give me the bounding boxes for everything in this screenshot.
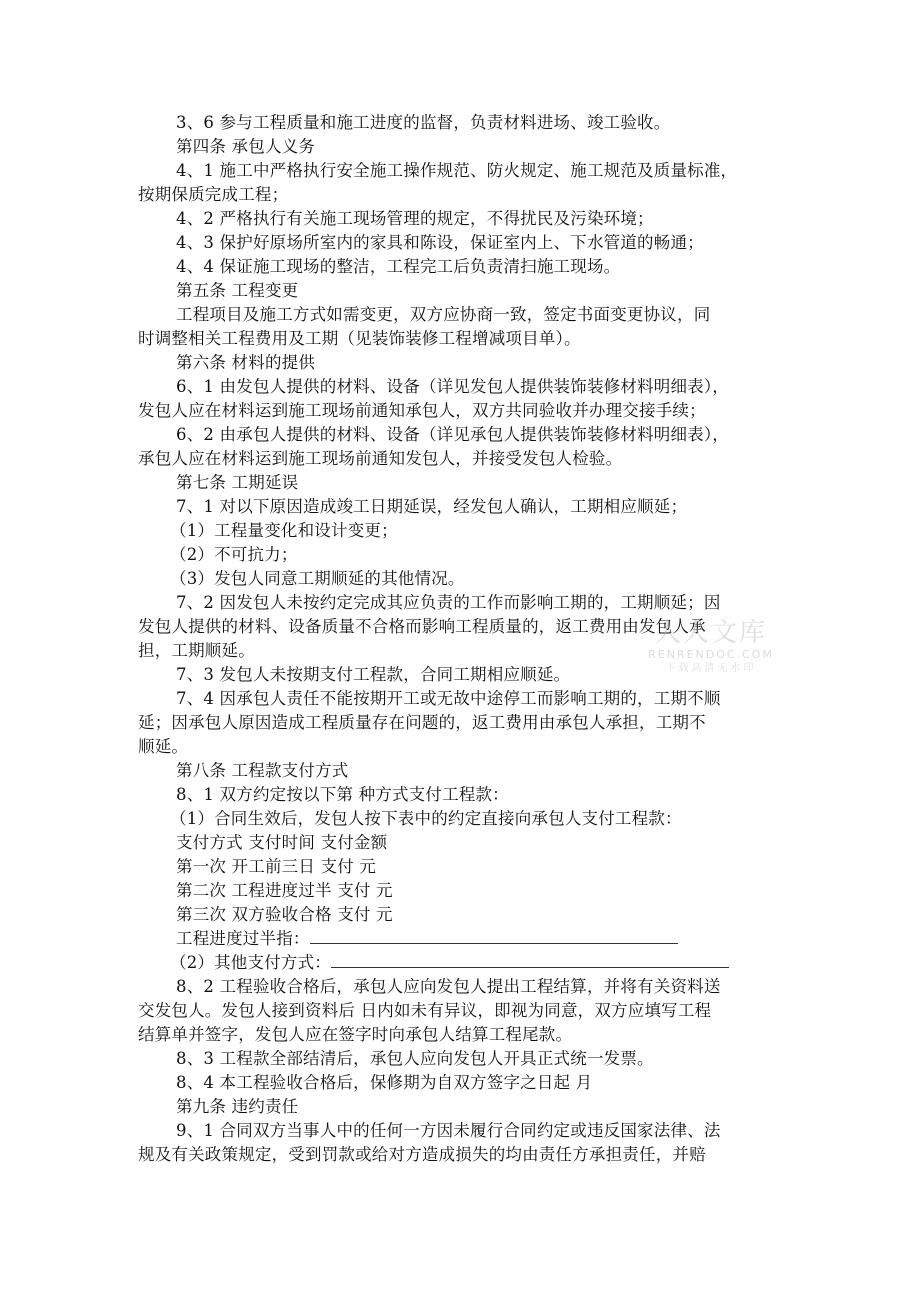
progress-halfway-label: 工程进度过半指： bbox=[176, 929, 310, 948]
clause-7-4: 7、4 因承包人责任不能按期开工或无故中途停工而影响工期的，工期不顺 bbox=[176, 689, 721, 708]
clause-7-2-cont-2: 担，工期顺延。 bbox=[138, 641, 255, 660]
clause-8-4: 8、4 本工程验收合格后，保修期为自双方签字之日起 月 bbox=[176, 1073, 593, 1092]
clause-8-3: 8、3 工程款全部结清后，承包人应向发包人开具正式统一发票。 bbox=[176, 1049, 654, 1068]
clause-6-2-cont: 承包人应在材料运到施工现场前通知发包人，并接受发包人检验。 bbox=[138, 449, 623, 468]
clause-7-1-item-3: （3）发包人同意工期顺延的其他情况。 bbox=[170, 569, 465, 588]
clause-7-2: 7、2 因发包人未按约定完成其应负责的工作而影响工期的，工期顺延；因 bbox=[176, 593, 721, 612]
clause-8-2: 8、2 工程验收合格后，承包人应向发包人提出工程结算，并将有关资料送 bbox=[176, 977, 721, 996]
clause-4-1-cont: 按期保质完成工程； bbox=[138, 185, 289, 204]
clause-4-1: 4、1 施工中严格执行安全施工操作规范、防火规定、施工规范及质量标准， bbox=[176, 161, 738, 180]
clause-9-1: 9、1 合同双方当事人中的任何一方因未履行合同约定或违反国家法律、法 bbox=[176, 1121, 721, 1140]
clause-9-1-cont: 规及有关政策规定，受到罚款或给对方造成损失的均由责任方承担责任，并赔 bbox=[138, 1145, 706, 1164]
clause-4-3: 4、3 保护好原场所室内的家具和陈设，保证室内上、下水管道的畅通； bbox=[176, 233, 704, 252]
clause-4-4: 4、4 保证施工现场的整洁，工程完工后负责清扫施工现场。 bbox=[176, 257, 621, 276]
clause-3-6: 3、6 参与工程质量和施工进度的监督，负责材料进场、竣工验收。 bbox=[176, 113, 671, 132]
clause-7-4-cont-2: 顺延。 bbox=[138, 737, 189, 756]
clause-6-1: 6、1 由发包人提供的材料、设备（详见发包人提供装饰装修材料明细表）， bbox=[176, 377, 729, 396]
article-5-body: 工程项目及施工方式如需变更，双方应协商一致，签定书面变更协议，同 bbox=[176, 305, 711, 324]
article-5-heading: 第五条 工程变更 bbox=[176, 281, 299, 300]
clause-7-2-cont-1: 发包人提供的材料、设备质量不合格而影响工程质量的，返工费用由发包人承 bbox=[138, 617, 706, 636]
watermark-logo bbox=[646, 618, 776, 676]
clause-7-3: 7、3 发包人未按期支付工程款，合同工期相应顺延。 bbox=[176, 665, 571, 684]
fill-in-blank bbox=[310, 927, 678, 944]
other-payment-method bbox=[170, 951, 729, 975]
payment-row-3: 第三次 双方验收合格 支付 元 bbox=[176, 905, 393, 924]
clause-7-1-item-1: （1）工程量变化和设计变更； bbox=[170, 521, 398, 540]
progress-halfway-definition bbox=[176, 927, 678, 951]
clause-6-1-cont: 发包人应在材料运到施工现场前通知承包人，双方共同验收并办理交接手续； bbox=[138, 401, 706, 420]
clause-7-4-cont-1: 延；因承包人原因造成工程质量存在问题的，返工费用由承包人承担，工期不 bbox=[138, 713, 706, 732]
watermark-tagline: 下载高清无水印 bbox=[665, 663, 757, 674]
clause-8-1-item-1: （1）合同生效后，发包人按下表中的约定直接向承包人支付工程款： bbox=[170, 809, 682, 828]
clause-8-2-cont-2: 结算单并签字，发包人应在签字时向承包人结算工程尾款。 bbox=[138, 1025, 573, 1044]
article-4-heading: 第四条 承包人义务 bbox=[176, 137, 316, 156]
clause-8-1: 8、1 双方约定按以下第 种方式支付工程款： bbox=[176, 785, 509, 804]
clause-6-2: 6、2 由承包人提供的材料、设备（详见承包人提供装饰装修材料明细表）， bbox=[176, 425, 729, 444]
clause-8-2-cont-1: 交发包人。发包人接到资料后 日内如未有异议，即视为同意，双方应填写工程 bbox=[138, 1001, 712, 1020]
fill-in-blank bbox=[331, 951, 729, 968]
article-5-body-cont: 时调整相关工程费用及工期（见装饰装修工程增减项目单）。 bbox=[138, 329, 581, 348]
clause-7-1-item-2: （2）不可抗力； bbox=[170, 545, 298, 564]
other-payment-label: （2）其他支付方式： bbox=[170, 953, 331, 972]
payment-row-1: 第一次 开工前三日 支付 元 bbox=[176, 857, 377, 876]
article-9-heading: 第九条 违约责任 bbox=[176, 1097, 299, 1116]
payment-table-header: 支付方式 支付时间 支付金额 bbox=[176, 833, 388, 852]
clause-4-2: 4、2 严格执行有关施工现场管理的规定，不得扰民及污染环境； bbox=[176, 209, 654, 228]
article-7-heading: 第七条 工期延误 bbox=[176, 473, 299, 492]
article-8-heading: 第八条 工程款支付方式 bbox=[176, 761, 349, 780]
article-6-heading: 第六条 材料的提供 bbox=[176, 353, 316, 372]
payment-row-2: 第二次 工程进度过半 支付 元 bbox=[176, 881, 393, 900]
clause-7-1: 7、1 对以下原因造成竣工日期延误，经发包人确认，工期相应顺延； bbox=[176, 497, 688, 516]
watermark-brand-en: RENRENDOC.COM bbox=[648, 648, 774, 661]
watermark-brand-cn: 人人文库 bbox=[654, 618, 767, 648]
